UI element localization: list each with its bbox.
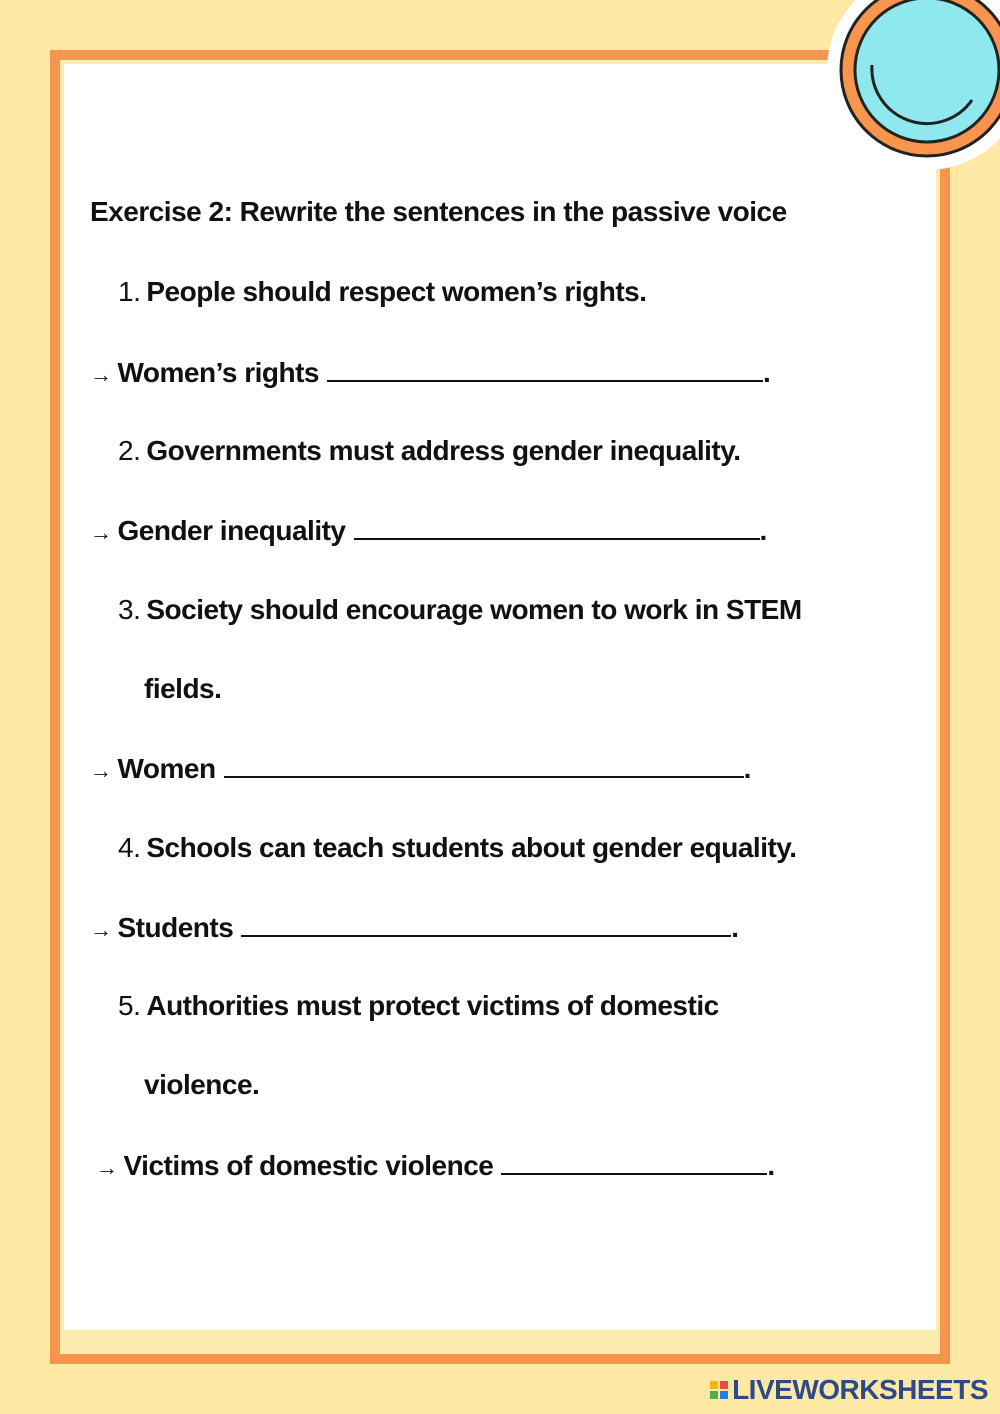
question-text: Society should encourage women to work in STEM bbox=[146, 594, 802, 625]
answer-3 bbox=[90, 752, 751, 785]
answer-end: . bbox=[759, 515, 767, 546]
question-number: 1. bbox=[118, 276, 141, 307]
answer-1 bbox=[90, 356, 770, 389]
question-text: People should respect women’s rights. bbox=[146, 276, 647, 307]
question-2 bbox=[118, 435, 741, 467]
answer-start: Gender inequality bbox=[117, 515, 346, 546]
liveworksheets-logo[interactable] bbox=[710, 1374, 988, 1406]
question-5 bbox=[118, 990, 719, 1022]
question-text: Schools can teach students about gender equality. bbox=[146, 832, 797, 863]
answer-blank-4[interactable] bbox=[241, 911, 731, 937]
question-text: Authorities must protect victims of domestic bbox=[146, 990, 719, 1021]
arrow-icon: → bbox=[90, 917, 112, 942]
magnifier-icon bbox=[822, 0, 1000, 180]
answer-blank-1[interactable] bbox=[327, 356, 763, 382]
answer-blank-2[interactable] bbox=[354, 514, 760, 540]
answer-2 bbox=[90, 514, 767, 547]
answer-start: Victims of domestic violence bbox=[123, 1150, 494, 1181]
answer-4 bbox=[90, 911, 739, 944]
question-5-continued: violence. bbox=[144, 1069, 260, 1100]
logo-text: LIVEWORKSHEETS bbox=[732, 1374, 988, 1405]
answer-end: . bbox=[743, 753, 751, 784]
answer-end: . bbox=[767, 1150, 775, 1181]
answer-end: . bbox=[762, 357, 771, 388]
answer-blank-3[interactable] bbox=[224, 752, 744, 778]
answer-end: . bbox=[731, 912, 739, 943]
answer-start: Women’s rights bbox=[117, 357, 319, 388]
question-text: Governments must address gender inequality. bbox=[146, 435, 741, 466]
arrow-icon: → bbox=[96, 1155, 118, 1180]
arrow-icon: → bbox=[90, 520, 112, 545]
question-3-continued: fields. bbox=[144, 673, 222, 704]
answer-start: Students bbox=[117, 912, 234, 943]
answer-5 bbox=[96, 1149, 775, 1182]
question-4 bbox=[118, 832, 797, 864]
question-3 bbox=[118, 594, 802, 626]
exercise-title: Exercise 2: Rewrite the sentences in the passive voice bbox=[90, 196, 787, 227]
question-number: 4. bbox=[118, 832, 141, 863]
question-1 bbox=[118, 276, 647, 308]
arrow-icon: → bbox=[90, 758, 112, 783]
logo-grid-icon bbox=[710, 1381, 728, 1399]
arrow-icon: → bbox=[90, 362, 112, 387]
answer-start: Women bbox=[117, 753, 216, 784]
question-number: 3. bbox=[118, 594, 141, 625]
answer-blank-5[interactable] bbox=[501, 1149, 767, 1175]
question-number: 2. bbox=[118, 435, 141, 466]
question-number: 5. bbox=[118, 990, 141, 1021]
